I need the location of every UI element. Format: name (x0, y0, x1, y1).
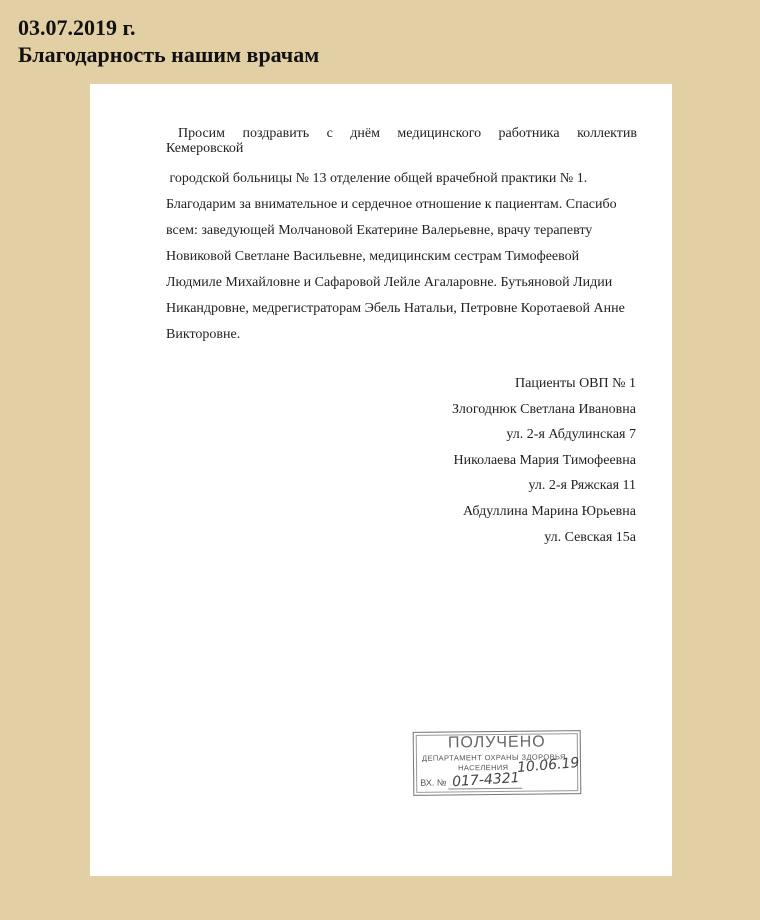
letter-line: Никандровне, медрегистраторам Эбель Натальи, Петровне Коротаевой Анне (166, 301, 625, 316)
signature-line: Николаева Мария Тимофеевна (453, 452, 636, 468)
letter-line: Людмиле Михайловне и Сафаровой Лейле Агаларовне. Бутьяновой Лидии (166, 275, 613, 290)
letter-paragraph-first-line: Просим поздравить с днём медицинского работника коллектив (178, 126, 637, 141)
letter-line: Новиковой Светлане Васильевне, медицинским сестрам Тимофеевой (166, 249, 580, 264)
article-title: Благодарность нашим врачам (18, 42, 320, 67)
stamp-population: НАСЕЛЕНИЯ (458, 762, 509, 773)
signature-line: ул. 2-я Ряжская 11 (528, 478, 636, 494)
stamp-title: ПОЛУЧЕНО (447, 733, 546, 752)
letter-paragraph-first-line-wrap: Кемеровской (166, 141, 244, 156)
article-date: 03.07.2019 г. (18, 15, 136, 40)
signature-line: Абдуллина Марина Юрьевна (462, 503, 636, 519)
letter-paragraph (166, 166, 637, 348)
letter-line: Благодарим за внимательное и сердечное отношение к пациентам. Спасибо (166, 197, 617, 212)
letter-line: всем: заведующей Молчановой Екатерине Валерьевне, врачу терапевту (166, 223, 593, 238)
stamp-number-underline (448, 788, 522, 790)
stamp-date: 10.06.19 (516, 754, 580, 776)
stamp-incoming-label: ВХ. № (420, 777, 447, 788)
letter-line: Викторовне. (166, 327, 241, 342)
signature-line: ул. 2-я Абдулинская 7 (506, 427, 636, 443)
signature-line: ул. Севская 15а (544, 529, 636, 545)
stamp-incoming-number: 017-4321 (451, 770, 521, 791)
signature-line: Злогоднюк Светлана Ивановна (452, 401, 636, 417)
received-stamp (413, 730, 582, 796)
article-header (18, 14, 319, 68)
stamp-department: ДЕПАРТАМЕНТ ОХРАНЫ ЗДОРОВЬЯ (421, 752, 566, 763)
letter-line: городской больницы № 13 отделение общей врачебной практики № 1. (166, 171, 588, 186)
scanned-letter (90, 84, 672, 876)
letter-signature (452, 371, 636, 550)
signature-line: Пациенты ОВП № 1 (515, 376, 636, 391)
letter-body (166, 126, 637, 348)
